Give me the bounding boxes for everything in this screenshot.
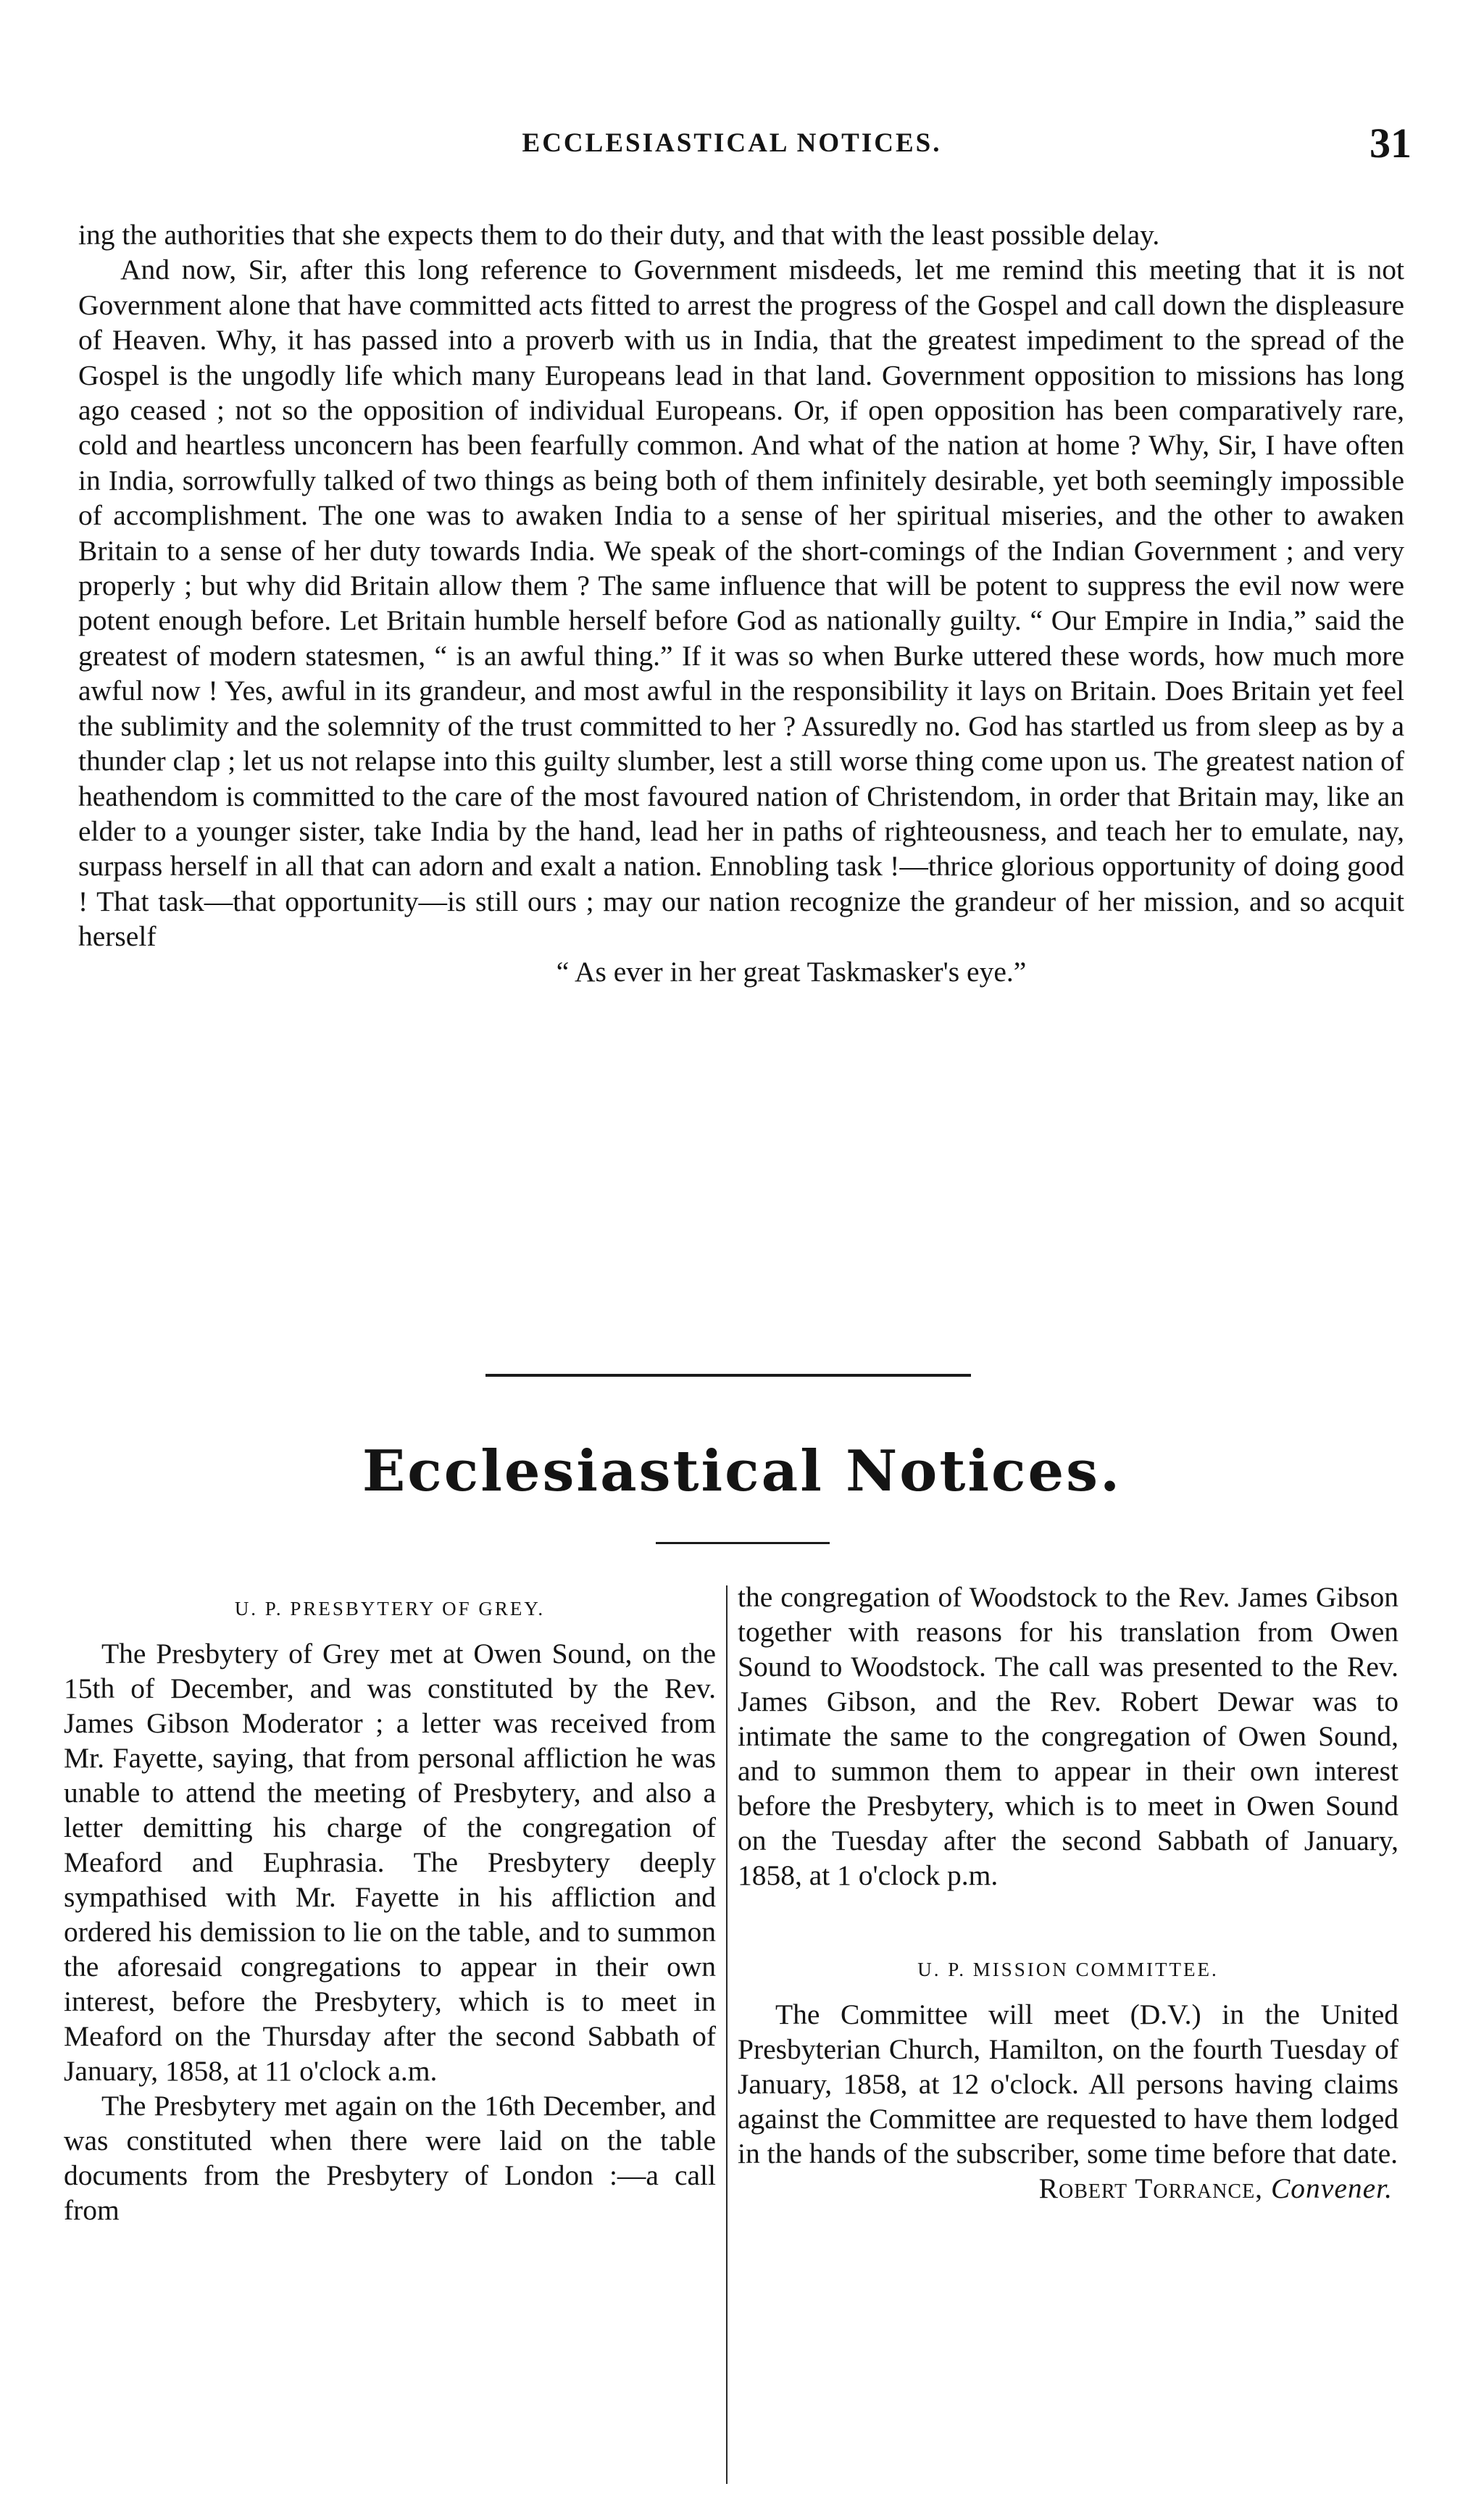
left-column	[64, 1580, 716, 2227]
closing-quotation: “ As ever in her great Taskmasker's eye.”	[556, 955, 1027, 988]
section-heading: Ecclesiastical Notices.	[362, 1438, 1122, 1504]
signature-name: Robert Torrance,	[1038, 2172, 1264, 2204]
page-number: 31	[1370, 120, 1412, 167]
spacer	[738, 1893, 1398, 1939]
column-divider	[726, 1585, 728, 2484]
notice-paragraph-continuation: the congregation of Woodstock to the Rev. James Gibson together with reasons for his translation from Owen Sound to Woodstock. The call was presented to the Rev. James Gibson, and the Rev. Robert Dewar was to intimate the same to the congregation of Owen Sound, and to summon them to appear in their own interest before the Presbytery, which is to meet in Owen Sound on the Tuesday after the second Sabbath of January, 1858, at 1 o'clock p.m.	[738, 1581, 1398, 1891]
paragraph-continuation: ing the authorities that she expects them to do their duty, and that with the least possible delay.	[78, 219, 1160, 251]
paragraph: And now, Sir, after this long reference to Government misdeeds, let me remind this meeting that it is not Government alone that have committed acts fitted to arrest the progress of the Gospel and call down the displeasure of Heaven. Why, it has passed into a proverb with us in India, that the greatest impediment to the spread of the Gospel is the ungodly life which many Europeans lead in that land. Government opposition to missions has long ago ceased ; not so the opposition of individual Europeans. Or, if open opposition has been comparatively rare, cold and heartless unconcern has been fearfully common. And what of the nation at home ? Why, Sir, I have often in India, sorrowfully talked of two things as being both of them infinitely desirable, yet both seemingly impossible of accomplishment. The one was to awaken India to a sense of her spiritual miseries, and the other to awaken Britain to a sense of her duty towards India. We speak of the short-comings of the Indian Government ; and very properly ; but why did Britain allow them ? The same influence that will be potent to suppress the evil now were potent enough before. Let Britain humble herself before God as nationally guilty. “ Our Empire in India,” said the greatest of modern statesmen, “ is an awful thing.” If it was so when Burke uttered these words, how much more awful now ! Yes, awful in its grandeur, and most awful in the responsibility it lays on Britain. Does Britain yet feel the sublimity and the solemnity of the trust committed to her ? Assuredly no. God has startled us from sleep as by a thunder clap ; let us not relapse into this guilty slumber, lest a still worse thing come upon us. The greatest nation of heathendom is committed to the care of the most favoured nation of Christendom, in order that Britain may, like an elder to a younger sister, take India by the hand, lead her in paths of righteousness, and teach her to emulate, nay, surpass herself in all that can adorn and exalt a nation. Ennobling task !—thrice glorious opportunity of doing good ! That task—that opportunity—is still ours ; may our nation recognize the grandeur of her mission, and so acquit herself	[78, 254, 1404, 953]
section-divider-rule	[485, 1374, 971, 1377]
notice-paragraph: The Presbytery of Grey met at Owen Sound, on the 15th of December, and was constituted by the Rev. James Gibson Moderator ; a letter was received from Mr. Fayette, saying, that from personal affliction he was unable to attend the meeting of Presbytery, and also a letter demitting his charge of the congregation of Meaford and Euphrasia. The Presbytery deeply sympathised with Mr. Fayette in his affliction and ordered his demission to lie on the table, and to summon the aforesaid congregations to appear in their own interest, before the Presbytery, which is to meet in Meaford on the Thursday after the second Sabbath of January, 1858, at 11 o'clock a.m.	[64, 1638, 716, 2087]
signature	[738, 2171, 1398, 2206]
notice-paragraph: The Presbytery met again on the 16th December, and was constituted when there were laid on the table documents from the Presbytery of London :—a call from	[64, 2090, 716, 2226]
article-body	[78, 217, 1404, 989]
notice-heading: U. P. MISSION COMMITTEE.	[917, 1959, 1219, 1980]
signature-role: Convener.	[1270, 2172, 1393, 2204]
notice-heading: U. P. PRESBYTERY OF GREY.	[234, 1598, 546, 1619]
right-column	[738, 1580, 1398, 2206]
heading-underline-rule	[656, 1542, 830, 1544]
notices-columns	[58, 1580, 1404, 2500]
running-head	[0, 122, 1484, 172]
running-title: ECCLESIASTICAL NOTICES.	[522, 128, 942, 158]
notice-paragraph: The Committee will meet (D.V.) in the United Presbyterian Church, Hamilton, on the fourth Tuesday of January, 1858, at 12 o'clock. All persons having claims against the Committee are requested to have them lodged in the hands of the subscriber, some time before that date.	[738, 1998, 1398, 2169]
